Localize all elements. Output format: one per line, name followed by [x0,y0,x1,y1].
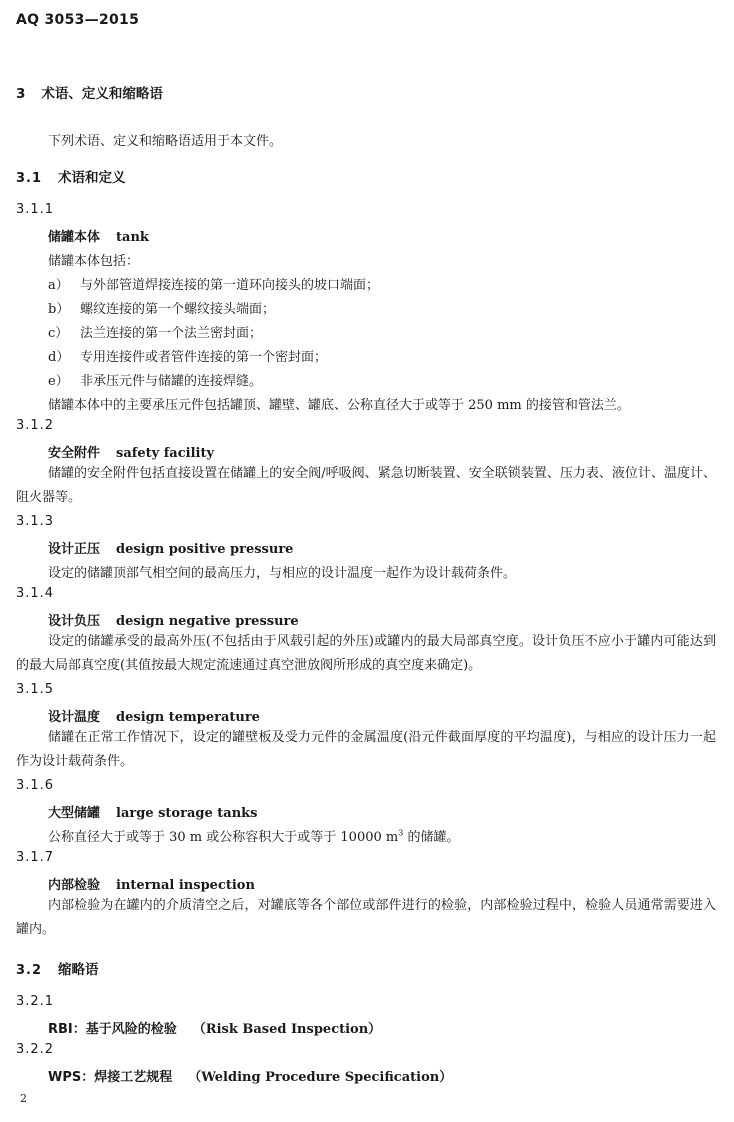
list-item: e） 非承压元件与储罐的连接焊缝。 [48,374,263,389]
term-number: 3.1.5 [16,682,55,697]
section-3-2-number: 3.2 [16,963,43,978]
term-title [48,706,260,725]
section-3-heading [16,82,163,102]
term-title [48,226,149,245]
term-zh: 设计负压 [48,614,101,629]
list-item: c） 法兰连接的第一个法兰密封面； [48,326,263,341]
term-en: design negative pressure [116,614,299,629]
tank-lead: 储罐本体包括： [48,254,140,269]
term-number: 3.1.4 [16,586,55,601]
term-en: tank [116,230,149,245]
term-en: safety facility [116,446,215,461]
term-number: 3.1.7 [16,850,55,865]
definition-text: 储罐在正常工作情况下，设定的罐壁板及受力元件的金属温度(沿元件截面厚度的平均温度)，与相应的设计压力一起作为设计载荷条件。 [16,730,716,769]
abbr-number: 3.2.1 [16,994,55,1009]
term-zh: 设计温度 [48,710,101,725]
term-zh: 储罐本体 [48,230,101,245]
abbr-term: WPS：焊接工艺规程 [48,1070,173,1085]
list-item: a） 与外部管道焊接连接的第一道环向接头的坡口端面； [48,278,380,293]
term-zh: 设计正压 [48,542,101,557]
abbr-number: 3.2.2 [16,1042,55,1057]
section-3-title: 术语、定义和缩略语 [41,86,163,102]
abbr-title [48,1018,381,1037]
term-zh: 大型储罐 [48,806,101,821]
section-3-1-number: 3.1 [16,171,43,186]
term-title [48,538,293,557]
term-title [48,442,214,461]
section-3-1-title: 术语和定义 [58,170,126,186]
list-item: b） 螺纹连接的第一个螺纹接头端面； [48,302,276,317]
definition-text: 内部检验为在罐内的介质清空之后，对罐底等各个部位或部件进行的检验，内部检验过程中，检验人员通常需要进入罐内。 [16,898,716,937]
term-zh: 安全附件 [48,446,101,461]
term-title [48,610,299,629]
term-en: design positive pressure [116,542,294,557]
list-item: d） 专用连接件或者管件连接的第一个密封面； [48,350,328,365]
tank-tail: 储罐本体中的主要承压元件包括罐顶、罐壁、罐底、公称直径大于或等于 250 mm 的接管和管法兰。 [48,398,630,413]
definition-text: 设定的储罐承受的最高外压(不包括由于风载引起的外压)或罐内的最大局部真空度。设计负压不应小于罐内可能达到的最大局部真空度(其值按最大规定流速通过真空泄放阀所形成的真空度来确定)。 [16,634,716,673]
term-zh: 内部检验 [48,878,101,893]
definition-text: 设定的储罐顶部气相空间的最高压力，与相应的设计温度一起作为设计载荷条件。 [48,566,517,581]
page-number: 2 [20,1092,27,1105]
term-en: design temperature [116,710,260,725]
section-3-2-heading [16,958,99,978]
standard-code-header: AQ 3053—2015 [16,12,140,28]
abbr-title [48,1066,452,1085]
definition-text: 公称直径大于或等于 30 m 或公称容积大于或等于 10000 $m^3$ 的储罐。 [48,828,460,845]
term-en: large storage tanks [116,806,258,821]
term-title [48,802,257,821]
section-3-1-heading [16,166,126,186]
term-number: 3.1.3 [16,514,55,529]
abbr-term: RBI：基于风险的检验 [48,1022,177,1037]
term-number: 3.1.1 [16,202,55,217]
abbr-en: （Risk Based Inspection） [192,1022,382,1037]
term-en: internal inspection [116,878,255,893]
definition-text: 储罐的安全附件包括直接设置在储罐上的安全阀/呼吸阀、紧急切断装置、安全联锁装置、压力表、液位计、温度计、阻火器等。 [16,466,716,505]
term-number: 3.1.6 [16,778,55,793]
term-number: 3.1.2 [16,418,55,433]
intro-text: 下列术语、定义和缩略语适用于本文件。 [48,134,283,149]
section-3-2-title: 缩略语 [58,962,99,978]
section-3-number: 3 [16,86,26,102]
term-title [48,874,255,893]
abbr-en: （Welding Procedure Specification） [188,1070,453,1085]
